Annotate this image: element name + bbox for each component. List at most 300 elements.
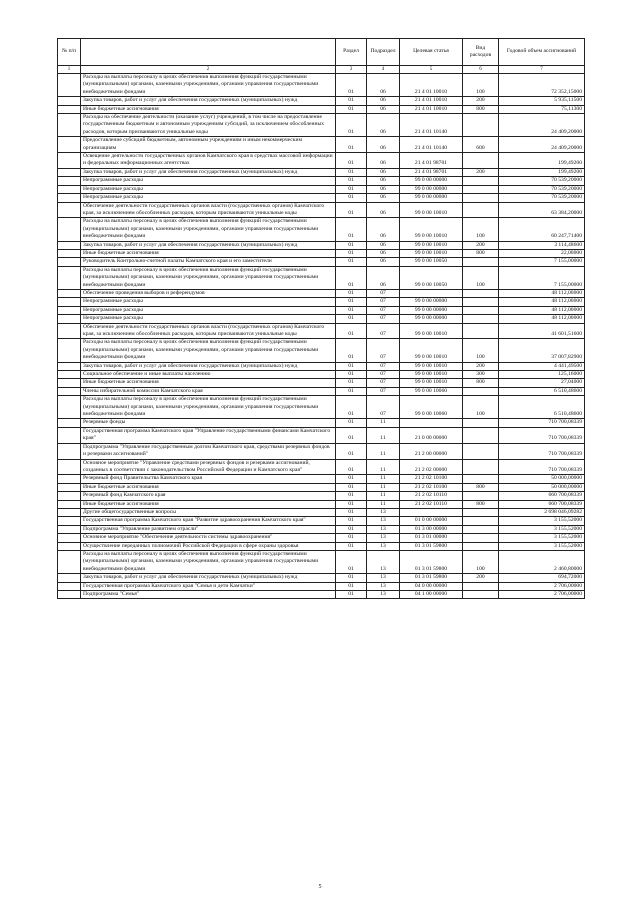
table-row [58,525,585,533]
cell-num [58,459,81,475]
cell-razdel: 01 [336,177,367,185]
cell-podrazdel: 06 [367,185,400,193]
cell-statya: 21 2 02 10100 [400,483,463,491]
cell-statya: 99 0 00 10050 [400,258,463,266]
cell-num [58,298,81,306]
cell-num [58,289,81,297]
cell-num [58,443,81,459]
cell-sum: 48 112,00000 [499,306,585,314]
cell-name: Расходы на выплаты персоналу в целях обеспечения выполнения функций государственными (муниципальными) органами, казенными учреждениями, органами управления государственными внебюджетными фондами [81,396,336,419]
cell-name: Подпрограмма "Управление государственным долгом Камчатского края, средствами резервных фондов и резервами ассигнований" [81,443,336,459]
cell-num [58,97,81,105]
cell-sum: 2 706,00000 [499,591,585,599]
cell-sum: 125,16000 [499,371,585,379]
cell-statya: 99 0 00 00000 [400,185,463,193]
table-row [58,194,585,202]
cell-name: Обеспечение деятельности государственных органов власти (государственных органов) Камчатского края, за исключением обособленных расходов, которым присваиваются уникальные коды [81,323,336,339]
cell-razdel: 01 [336,427,367,443]
cell-podrazdel: 07 [367,289,400,297]
cell-sum: 199,49200 [499,153,585,169]
table-row [58,379,585,387]
cell-statya: 21 4 01 98701 [400,153,463,169]
cell-statya: 04 0 00 00000 [400,582,463,590]
cell-statya: 99 0 00 10010 [400,339,463,362]
cell-sum: 710 700,08339 [499,419,585,427]
cell-sum: 2 698 046,09282 [499,508,585,516]
header-vid: Вид расходов [463,39,499,66]
cell-statya: 21 2 02 10110 [400,492,463,500]
cell-razdel: 01 [336,137,367,153]
header-row [58,39,585,66]
cell-vid [463,114,499,137]
cell-num [58,582,81,590]
cell-sum: 50 000,00000 [499,475,585,483]
column-index: 1 [58,66,81,74]
table-row [58,266,585,289]
cell-razdel: 01 [336,298,367,306]
cell-podrazdel: 13 [367,574,400,582]
cell-name: Закупка товаров, работ и услуг для обеспечения государственных (муниципальных) нужд [81,362,336,370]
cell-name: Члены избирательной комиссии Камчатского края [81,387,336,395]
cell-razdel: 01 [336,114,367,137]
cell-razdel: 01 [336,339,367,362]
table-row [58,534,585,542]
cell-vid [463,289,499,297]
cell-razdel: 01 [336,500,367,508]
header-sum: Годовой объем ассигнований [499,39,585,66]
cell-podrazdel: 11 [367,443,400,459]
cell-num [58,517,81,525]
header-razdel: Раздел [336,39,367,66]
table-row [58,114,585,137]
cell-num [58,525,81,533]
cell-name: Закупка товаров, работ и услуг для обеспечения государственных (муниципальных) нужд [81,574,336,582]
cell-statya: 99 0 00 10010 [400,371,463,379]
cell-razdel: 01 [336,379,367,387]
cell-vid: 800 [463,379,499,387]
cell-sum: 41 601,51600 [499,323,585,339]
cell-razdel: 01 [336,508,367,516]
cell-name: Государственная программа Камчатского края "Управление государственными финансами Камчатского края" [81,427,336,443]
cell-statya: 21 0 00 00000 [400,427,463,443]
column-index: 6 [463,66,499,74]
cell-podrazdel: 11 [367,500,400,508]
cell-razdel: 01 [336,492,367,500]
cell-vid [463,492,499,500]
table-row [58,459,585,475]
cell-num [58,550,81,573]
cell-name: Расходы на выплаты персоналу в целях обеспечения выполнения функций государственными (муниципальными) органами, казенными учреждениями, органами управления государственными внебюджетными фондами [81,550,336,573]
column-index-row [58,66,585,74]
header-podrazdel: Подраздел [367,39,400,66]
cell-statya: 21 2 00 00000 [400,443,463,459]
cell-num [58,168,81,176]
cell-podrazdel: 06 [367,194,400,202]
cell-podrazdel: 07 [367,379,400,387]
cell-vid: 100 [463,550,499,573]
cell-sum: 48 112,00000 [499,298,585,306]
cell-name: Резервный фонд Правительства Камчатского края [81,475,336,483]
cell-vid: 100 [463,218,499,241]
table-row [58,574,585,582]
cell-podrazdel: 06 [367,137,400,153]
cell-sum: 50 000,00000 [499,483,585,491]
cell-razdel: 01 [336,218,367,241]
cell-sum: 694,72000 [499,574,585,582]
column-index: 5 [400,66,463,74]
cell-num [58,500,81,508]
cell-vid [463,542,499,550]
cell-statya: 01 3 01 59800 [400,574,463,582]
cell-razdel: 01 [336,396,367,419]
table-row [58,508,585,516]
cell-vid [463,258,499,266]
cell-name: Расходы на обеспечение деятельности (оказание услуг) учреждений, в том числе на предоставление государственным бюджетным и автономным учреждениям субсидий, за исключением обособленных расходов, которым присваиваются уникальные коды [81,114,336,137]
cell-vid [463,153,499,169]
table-row [58,289,585,297]
cell-sum: 3 155,52000 [499,534,585,542]
cell-vid [463,202,499,218]
cell-statya: 99 0 00 10010 [400,241,463,249]
cell-podrazdel: 06 [367,177,400,185]
cell-num [58,379,81,387]
cell-num [58,266,81,289]
cell-name: Обеспечение проведения выборов и референдумов [81,289,336,297]
table-row [58,298,585,306]
cell-sum: 37 007,82900 [499,339,585,362]
table-row [58,362,585,370]
cell-vid [463,591,499,599]
cell-vid: 200 [463,241,499,249]
table-row [58,177,585,185]
cell-razdel: 01 [336,266,367,289]
cell-podrazdel: 13 [367,517,400,525]
cell-sum: 24 409,20000 [499,114,585,137]
header-name [81,39,336,66]
cell-name: Обеспечение деятельности государственных органов власти (государственных органов) Камчатского края, за исключением обособленных расходов, которым присваиваются уникальные коды [81,202,336,218]
cell-num [58,371,81,379]
cell-razdel: 01 [336,241,367,249]
cell-vid [463,387,499,395]
cell-name: Расходы на выплаты персоналу в целях обеспечения выполнения функций государственными (муниципальными) органами, казенными учреждениями, органами управления государственными внебюджетными фондами [81,74,336,97]
cell-statya: 21 4 01 98701 [400,168,463,176]
cell-sum: 3 155,52000 [499,517,585,525]
cell-vid [463,419,499,427]
cell-num [58,258,81,266]
cell-statya: 01 0 00 00000 [400,517,463,525]
cell-sum: 5 935,11500 [499,97,585,105]
cell-num [58,534,81,542]
cell-podrazdel: 11 [367,427,400,443]
cell-name: Непрограммные расходы [81,194,336,202]
table-row [58,492,585,500]
cell-razdel: 01 [336,525,367,533]
cell-name: Закупка товаров, работ и услуг для обеспечения государственных (муниципальных) нужд [81,168,336,176]
table-row [58,500,585,508]
cell-sum: 27,04000 [499,379,585,387]
cell-podrazdel: 13 [367,591,400,599]
cell-statya: 99 0 00 10050 [400,266,463,289]
cell-razdel: 01 [336,323,367,339]
cell-name: Основное мероприятие "Обеспечение деятельности системы здравоохранения" [81,534,336,542]
cell-name: Социальное обеспечение и иные выплаты населению [81,371,336,379]
cell-sum: 199,49200 [499,168,585,176]
cell-name: Руководитель Контрольно-счетной палаты Камчатского края и его заместители [81,258,336,266]
cell-sum: 24 409,20000 [499,137,585,153]
cell-razdel: 01 [336,258,367,266]
cell-num [58,249,81,257]
cell-podrazdel: 06 [367,241,400,249]
cell-razdel: 01 [336,591,367,599]
cell-statya: 99 0 00 00000 [400,194,463,202]
table-row [58,443,585,459]
cell-razdel: 01 [336,387,367,395]
cell-podrazdel: 06 [367,97,400,105]
table-row [58,323,585,339]
cell-vid: 600 [463,137,499,153]
cell-statya: 99 0 00 00000 [400,298,463,306]
cell-name: Другие общегосударственные вопросы [81,508,336,516]
cell-name: Осуществление переданных полномочий Российской Федерации в сфере охраны здоровья [81,542,336,550]
cell-podrazdel: 07 [367,387,400,395]
cell-podrazdel: 06 [367,168,400,176]
cell-sum: 4 441,49500 [499,362,585,370]
cell-sum: 710 700,08339 [499,443,585,459]
cell-name: Иные бюджетные ассигнования [81,249,336,257]
table-header [58,39,585,74]
cell-vid [463,323,499,339]
cell-statya: 21 4 01 10010 [400,74,463,97]
cell-vid [463,525,499,533]
table-row [58,371,585,379]
cell-podrazdel: 11 [367,419,400,427]
cell-statya: 21 2 02 10100 [400,475,463,483]
cell-vid [463,185,499,193]
cell-podrazdel: 06 [367,202,400,218]
cell-razdel: 01 [336,550,367,573]
cell-statya: 99 0 00 00000 [400,306,463,314]
budget-table [57,38,585,599]
cell-sum: 70 539,20000 [499,185,585,193]
cell-num [58,362,81,370]
cell-statya: 99 0 00 10010 [400,249,463,257]
column-index: 2 [81,66,336,74]
cell-num [58,177,81,185]
table-row [58,315,585,323]
cell-name: Расходы на выплаты персоналу в целях обеспечения выполнения функций государственными (муниципальными) органами, казенными учреждениями, органами управления государственными внебюджетными фондами [81,339,336,362]
cell-razdel: 01 [336,289,367,297]
cell-statya: 01 3 00 00000 [400,525,463,533]
cell-sum: 48 112,00000 [499,289,585,297]
cell-sum: 22,00000 [499,249,585,257]
table-row [58,153,585,169]
cell-name: Подпрограмма "Семья" [81,591,336,599]
table-body [58,74,585,599]
cell-num [58,194,81,202]
cell-podrazdel: 06 [367,258,400,266]
cell-vid [463,427,499,443]
cell-razdel: 01 [336,542,367,550]
cell-razdel: 01 [336,194,367,202]
cell-podrazdel: 06 [367,218,400,241]
cell-name: Закупка товаров, работ и услуг для обеспечения государственных (муниципальных) нужд [81,97,336,105]
cell-name: Подпрограмма "Управление развитием отрасли" [81,525,336,533]
table-row [58,387,585,395]
cell-statya: 21 4 01 10010 [400,105,463,113]
cell-name: Расходы на выплаты персоналу в целях обеспечения выполнения функций государственными (муниципальными) органами, казенными учреждениями, органами управления государственными внебюджетными фондами [81,218,336,241]
cell-razdel: 01 [336,168,367,176]
cell-razdel: 01 [336,153,367,169]
cell-vid: 200 [463,168,499,176]
cell-num [58,114,81,137]
cell-name: Непрограммные расходы [81,185,336,193]
cell-podrazdel: 07 [367,315,400,323]
cell-vid: 800 [463,249,499,257]
column-index: 7 [499,66,585,74]
cell-vid: 800 [463,500,499,508]
cell-sum: 2 460,80000 [499,550,585,573]
cell-num [58,241,81,249]
cell-name: Иные бюджетные ассигнования [81,105,336,113]
cell-num [58,323,81,339]
cell-vid: 200 [463,574,499,582]
cell-name: Иные бюджетные ассигнования [81,379,336,387]
table-row [58,339,585,362]
cell-sum: 710 700,08339 [499,427,585,443]
cell-num [58,475,81,483]
cell-razdel: 01 [336,582,367,590]
cell-statya: 21 2 02 10110 [400,500,463,508]
cell-num [58,202,81,218]
cell-name: Резервный фонд Камчатского края [81,492,336,500]
cell-sum: 3 155,52000 [499,542,585,550]
table-row [58,427,585,443]
cell-name: Непрограммные расходы [81,177,336,185]
cell-num [58,483,81,491]
table-row [58,218,585,241]
cell-name: Иные бюджетные ассигнования [81,500,336,508]
table-row [58,185,585,193]
cell-num [58,508,81,516]
cell-razdel: 01 [336,534,367,542]
cell-podrazdel: 07 [367,298,400,306]
header-statya: Целевая статья [400,39,463,66]
table-row [58,249,585,257]
table-row [58,517,585,525]
cell-vid: 100 [463,396,499,419]
cell-razdel: 01 [336,97,367,105]
cell-vid [463,582,499,590]
cell-podrazdel: 13 [367,550,400,573]
cell-statya: 21 2 02 00000 [400,459,463,475]
cell-podrazdel: 07 [367,339,400,362]
cell-razdel: 01 [336,371,367,379]
cell-razdel: 01 [336,475,367,483]
cell-podrazdel: 07 [367,371,400,379]
cell-razdel: 01 [336,306,367,314]
cell-num [58,542,81,550]
table-row [58,306,585,314]
cell-statya: 04 1 00 00000 [400,591,463,599]
cell-podrazdel: 07 [367,323,400,339]
cell-statya: 99 0 00 00000 [400,177,463,185]
cell-podrazdel: 13 [367,508,400,516]
cell-statya: 99 0 00 00000 [400,315,463,323]
cell-podrazdel: 06 [367,249,400,257]
cell-podrazdel: 07 [367,306,400,314]
cell-name: Непрограммные расходы [81,306,336,314]
table-row [58,97,585,105]
cell-statya: 21 4 01 10010 [400,97,463,105]
cell-podrazdel: 11 [367,483,400,491]
table-row [58,396,585,419]
cell-num [58,315,81,323]
cell-sum: 6 510,48600 [499,396,585,419]
cell-num [58,396,81,419]
cell-razdel: 01 [336,185,367,193]
table-row [58,591,585,599]
cell-statya: 99 0 00 10010 [400,218,463,241]
cell-vid [463,534,499,542]
cell-vid [463,306,499,314]
cell-name: Основное мероприятие "Управление средствами резервных фондов и резервами ассигнований, созданных в соответствии с законодательством Российской Федерации и Камчатского края" [81,459,336,475]
cell-sum: 63 384,20000 [499,202,585,218]
cell-podrazdel: 11 [367,492,400,500]
cell-statya: 21 4 01 10140 [400,114,463,137]
column-index: 4 [367,66,400,74]
cell-vid [463,459,499,475]
cell-vid [463,443,499,459]
column-index: 3 [336,66,367,74]
cell-sum: 7 155,00000 [499,266,585,289]
cell-vid: 100 [463,266,499,289]
cell-vid [463,315,499,323]
cell-name: Государственная программа Камчатского края "Развитие здравоохранения Камчатского края" [81,517,336,525]
cell-sum: 660 700,08339 [499,500,585,508]
table-row [58,105,585,113]
cell-statya: 99 0 00 10010 [400,323,463,339]
cell-name: Освещение деятельности государственных органов Камчатского края в средствах массовой информации и федеральных информационных агентствах [81,153,336,169]
cell-vid: 800 [463,105,499,113]
cell-num [58,427,81,443]
cell-num [58,574,81,582]
cell-razdel: 01 [336,483,367,491]
cell-podrazdel: 06 [367,153,400,169]
cell-statya: 99 0 00 10010 [400,379,463,387]
cell-podrazdel: 13 [367,542,400,550]
cell-num [58,339,81,362]
table-row [58,550,585,573]
cell-statya: 01 3 01 00000 [400,534,463,542]
cell-name: Иные бюджетные ассигнования [81,483,336,491]
cell-vid: 200 [463,362,499,370]
cell-num [58,387,81,395]
cell-podrazdel: 13 [367,582,400,590]
cell-name: Государственная программа Камчатского края "Семья и дети Камчатки" [81,582,336,590]
table-row [58,74,585,97]
cell-sum: 72 352,15000 [499,74,585,97]
cell-vid: 100 [463,339,499,362]
cell-podrazdel: 07 [367,396,400,419]
cell-sum: 7 155,00000 [499,258,585,266]
cell-sum: 3 114,48600 [499,241,585,249]
cell-podrazdel: 06 [367,74,400,97]
cell-vid: 200 [463,97,499,105]
cell-razdel: 01 [336,202,367,218]
table-row [58,419,585,427]
cell-sum: 70 539,20000 [499,177,585,185]
cell-num [58,419,81,427]
